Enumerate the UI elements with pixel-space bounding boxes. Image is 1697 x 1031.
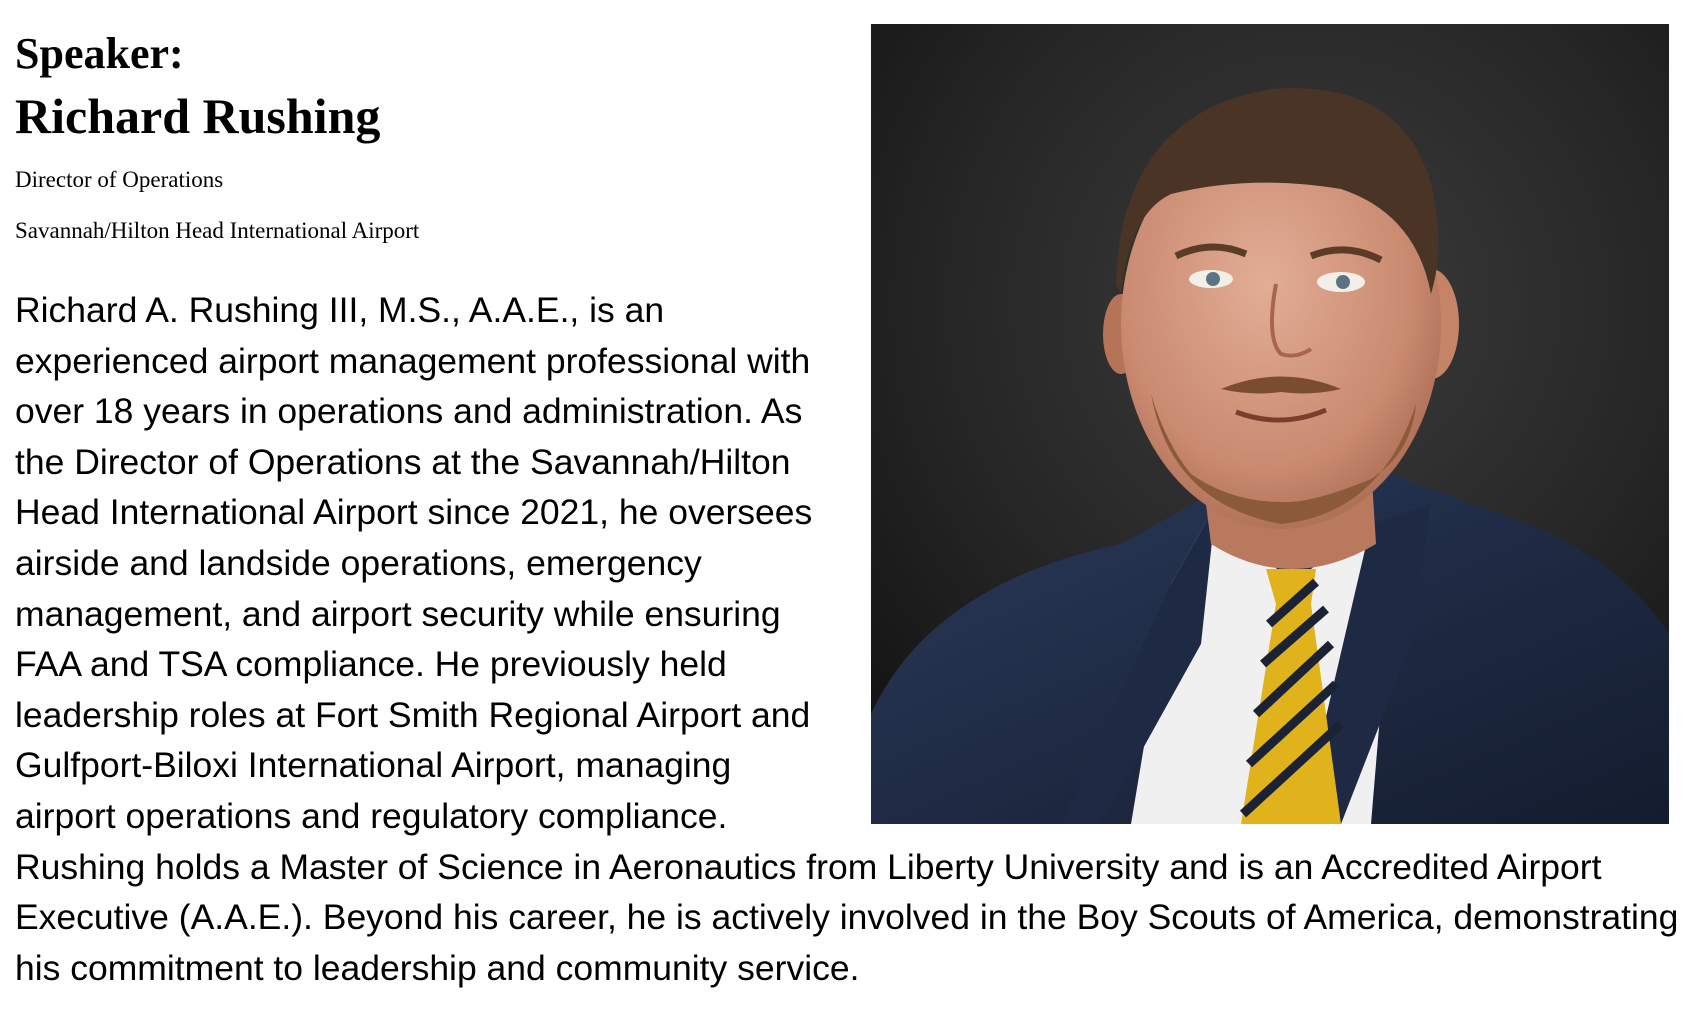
- speaker-name: Richard Rushing: [15, 88, 381, 144]
- speaker-organization: Savannah/Hilton Head International Airport: [15, 218, 420, 243]
- speaker-bio: Richard A. Rushing III, M.S., A.A.E., is an experienced airport management professional with over 18 years in operations and administration. As the Director of Operations at the Savannah/Hilton Head International Airport since 2021, he oversees airside and landside operations, emergency management, and airport security while ensuring FAA and TSA compliance. He previously held leadership roles at Fort Smith Regional Airport and Gulfport-Biloxi International Airport, managing airport operations and regulatory compliance. Rushing holds a Master of Science in Aeronautics from Liberty University and is an Accredited Airport Executive (A.A.E.). Beyond his career, he is actively involved in the Boy Scouts of America, demonstrating his commitment to leadership and community service.: [15, 290, 1679, 988]
- speaker-title: Director of Operations: [15, 167, 224, 192]
- speaker-label: Speaker:: [15, 29, 184, 78]
- speaker-portrait-icon: [871, 24, 1669, 824]
- speaker-photo: [871, 24, 1669, 824]
